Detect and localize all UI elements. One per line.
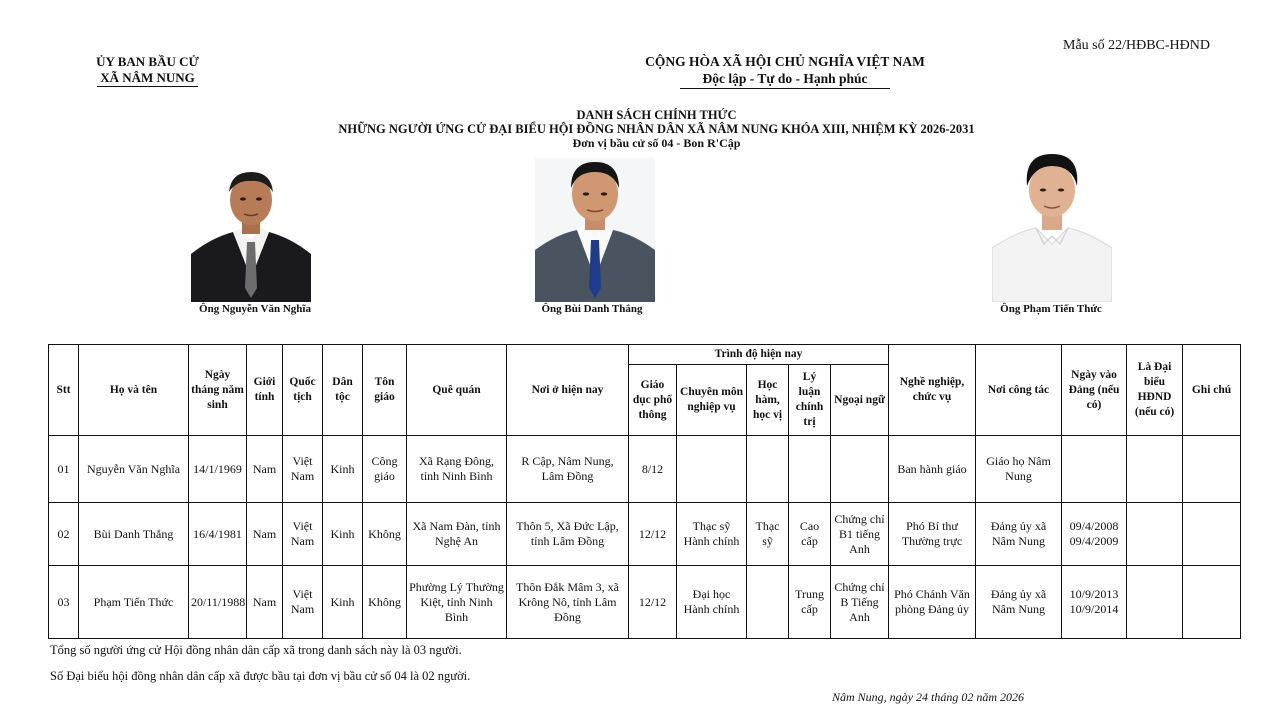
candidate-table <box>48 344 1241 639</box>
cell-specialty: Thạc sỹ Hành chính <box>677 503 747 566</box>
header-party-date: Ngày vào Đảng (nếu có) <box>1062 345 1127 436</box>
party-date-1: 10/9/2013 <box>1069 587 1119 601</box>
candidate-photo-1 <box>191 166 311 302</box>
cell-party-date <box>1062 436 1127 503</box>
cell-occupation: Ban hành giáo <box>889 436 976 503</box>
cell-religion: Không <box>363 503 407 566</box>
form-number: Mẫu số 22/HĐBC-HĐND <box>1063 38 1210 53</box>
header-dob: Ngày tháng năm sinh <box>189 345 247 436</box>
cell-notes <box>1183 566 1241 639</box>
sign-date: Nâm Nung, ngày 24 tháng 02 năm 2026 <box>832 690 1024 704</box>
candidate-caption-3: Ông Phạm Tiến Thức <box>1000 303 1102 315</box>
cell-specialty: Đại học Hành chính <box>677 566 747 639</box>
cell-stt: 01 <box>49 436 79 503</box>
cell-residence: Thôn 5, Xã Đức Lập, tỉnh Lâm Đồng <box>507 503 629 566</box>
cell-dob: 20/11/1988 <box>189 566 247 639</box>
cell-is-delegate <box>1127 566 1183 639</box>
candidate-caption-2: Ông Bùi Danh Thắng <box>541 303 643 315</box>
header-specialty: Chuyên môn nghiệp vụ <box>677 365 747 436</box>
cell-is-delegate <box>1127 436 1183 503</box>
header-academic: Học hàm, học vị <box>747 365 789 436</box>
header-hometown: Quê quán <box>407 345 507 436</box>
cell-language: Chứng chỉ B Tiếng Anh <box>831 566 889 639</box>
cell-political <box>789 436 831 503</box>
cell-dob: 14/1/1969 <box>189 436 247 503</box>
cell-nationality: Việt Nam <box>283 503 323 566</box>
table-row <box>49 566 1241 639</box>
cell-residence: R Cập, Nâm Nung, Lâm Đồng <box>507 436 629 503</box>
cell-stt: 03 <box>49 566 79 639</box>
cell-ethnicity: Kinh <box>323 436 363 503</box>
authority-line-1: ỦY BAN BẦU CỬ <box>96 54 199 69</box>
header-occupation: Nghề nghiệp, chức vụ <box>889 345 976 436</box>
candidate-caption-1: Ông Nguyễn Văn Nghĩa <box>199 303 311 315</box>
title-line-3: Đơn vị bầu cử số 04 - Bon R'Cập <box>572 136 741 150</box>
cell-general-edu: 8/12 <box>629 436 677 503</box>
cell-hometown: Xã Rạng Đông, tỉnh Ninh Bình <box>407 436 507 503</box>
cell-gender: Nam <box>247 503 283 566</box>
cell-notes <box>1183 503 1241 566</box>
cell-academic: Thạc sỹ <box>747 503 789 566</box>
nation-motto: Độc lập - Tự do - Hạnh phúc <box>680 70 889 89</box>
header-notes: Ghi chú <box>1183 345 1241 436</box>
cell-occupation: Phó Chánh Văn phòng Đảng ủy <box>889 566 976 639</box>
table-header-row <box>49 345 1241 365</box>
cell-is-delegate <box>1127 503 1183 566</box>
cell-language <box>831 436 889 503</box>
party-date-1: 09/4/2008 <box>1069 519 1119 533</box>
total-candidates-note: Tổng số người ứng cử Hội đồng nhân dân cấp xã trong danh sách này là 03 người. <box>50 643 462 657</box>
cell-name: Nguyễn Văn Nghĩa <box>79 436 189 503</box>
header-nationality: Quốc tịch <box>283 345 323 436</box>
cell-gender: Nam <box>247 436 283 503</box>
header-is-delegate: Là Đại biểu HĐND (nếu có) <box>1127 345 1183 436</box>
cell-nationality: Việt Nam <box>283 436 323 503</box>
header-workplace: Nơi công tác <box>976 345 1062 436</box>
header-general-edu: Giáo dục phổ thông <box>629 365 677 436</box>
table-row <box>49 503 1241 566</box>
cell-workplace: Đảng ủy xã Nâm Nung <box>976 566 1062 639</box>
cell-name: Bùi Danh Thắng <box>79 503 189 566</box>
cell-name: Phạm Tiến Thức <box>79 566 189 639</box>
header-language: Ngoại ngữ <box>831 365 889 436</box>
cell-general-edu: 12/12 <box>629 503 677 566</box>
cell-party-date <box>1062 503 1127 566</box>
national-motto <box>585 53 985 89</box>
candidate-photo-2 <box>535 158 655 302</box>
cell-specialty <box>677 436 747 503</box>
cell-residence: Thôn Đắk Mâm 3, xã Krông Nô, tỉnh Lâm Đồng <box>507 566 629 639</box>
cell-religion: Công giáo <box>363 436 407 503</box>
authority-line-2: XÃ NÂM NUNG <box>97 70 198 87</box>
cell-general-edu: 12/12 <box>629 566 677 639</box>
issuing-authority <box>60 54 235 87</box>
party-date-2: 10/9/2014 <box>1069 602 1119 616</box>
header-religion: Tôn giáo <box>363 345 407 436</box>
cell-political: Trung cấp <box>789 566 831 639</box>
cell-occupation: Phó Bí thư Thường trực <box>889 503 976 566</box>
cell-religion: Không <box>363 566 407 639</box>
cell-workplace: Giáo họ Nâm Nung <box>976 436 1062 503</box>
cell-stt: 02 <box>49 503 79 566</box>
cell-workplace: Đảng ủy xã Nâm Nung <box>976 503 1062 566</box>
header-political: Lý luận chính trị <box>789 365 831 436</box>
title-line-1: DANH SÁCH CHÍNH THỨC <box>576 108 737 122</box>
cell-academic <box>747 566 789 639</box>
cell-political: Cao cấp <box>789 503 831 566</box>
cell-notes <box>1183 436 1241 503</box>
header-ethnicity: Dân tộc <box>323 345 363 436</box>
cell-nationality: Việt Nam <box>283 566 323 639</box>
cell-hometown: Phường Lý Thường Kiệt, tỉnh Ninh Bình <box>407 566 507 639</box>
header-name: Họ và tên <box>79 345 189 436</box>
title-line-2: NHỮNG NGƯỜI ỨNG CỬ ĐẠI BIỂU HỘI ĐỒNG NHÂN DÂN XÃ NÂM NUNG KHÓA XIII, NHIỆM KỲ 2026-2031 <box>338 122 975 136</box>
cell-party-date <box>1062 566 1127 639</box>
header-stt: Stt <box>49 345 79 436</box>
cell-hometown: Xã Nam Đàn, tỉnh Nghệ An <box>407 503 507 566</box>
cell-ethnicity: Kinh <box>323 503 363 566</box>
header-education-group: Trình độ hiện nay <box>629 345 889 365</box>
elected-delegates-note: Số Đại biểu hội đồng nhân dân cấp xã được bầu tại đơn vị bầu cử số 04 là 02 người. <box>50 669 471 683</box>
header-gender: Giới tính <box>247 345 283 436</box>
candidate-photo-3 <box>992 140 1112 302</box>
cell-ethnicity: Kinh <box>323 566 363 639</box>
cell-academic <box>747 436 789 503</box>
cell-gender: Nam <box>247 566 283 639</box>
header-residence: Nơi ở hiện nay <box>507 345 629 436</box>
nation-name: CỘNG HÒA XÃ HỘI CHỦ NGHĨA VIỆT NAM <box>645 54 925 69</box>
cell-dob: 16/4/1981 <box>189 503 247 566</box>
party-date-2: 09/4/2009 <box>1069 534 1119 548</box>
table-row <box>49 436 1241 503</box>
cell-language: Chứng chỉ B1 tiếng Anh <box>831 503 889 566</box>
